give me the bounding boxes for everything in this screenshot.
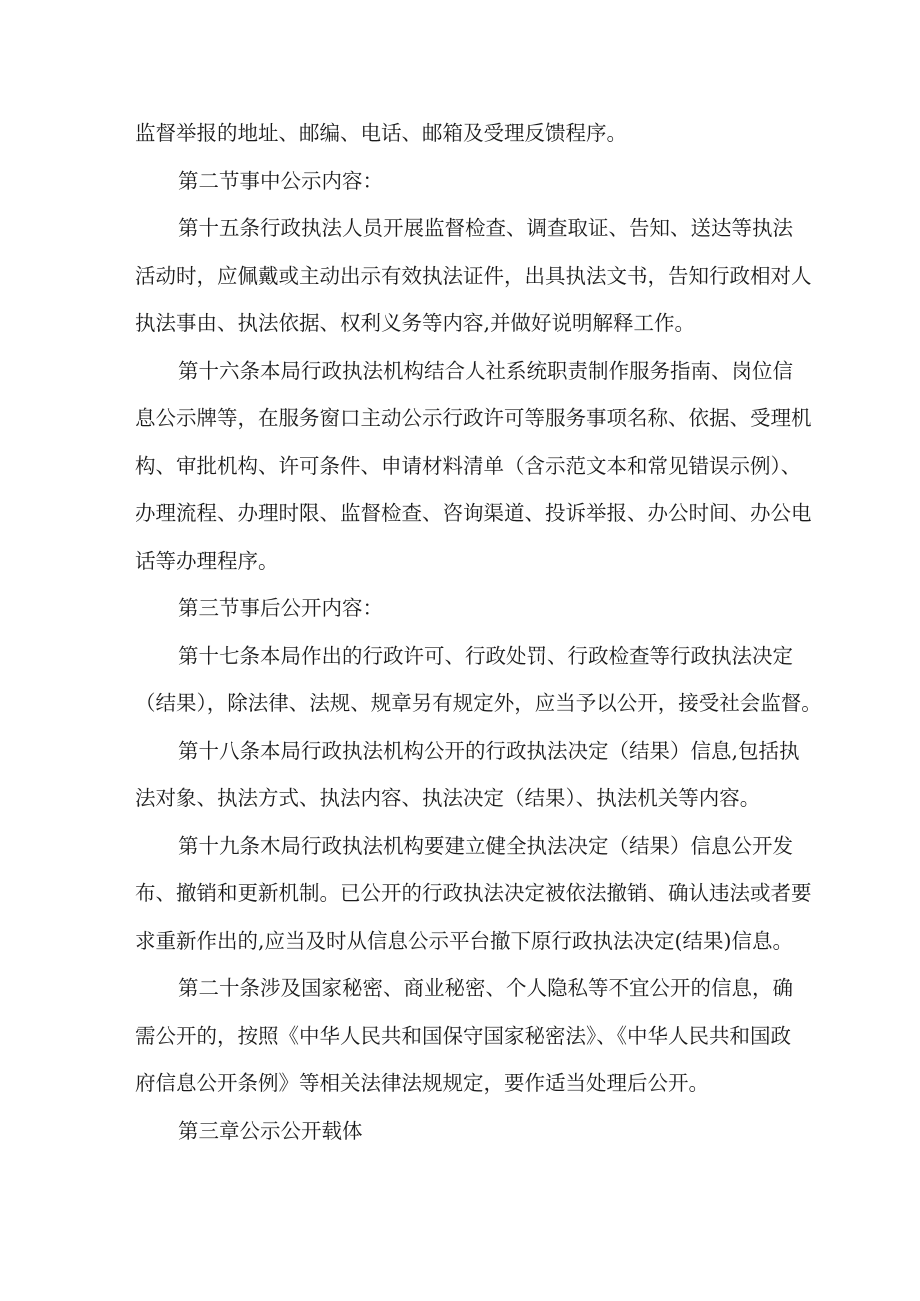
text-line: （结果），除法律、法规、规章另有规定外，应当予以公开，接受社会监督。 [135, 691, 822, 715]
text-line: 需公开的，按照《中华人民共和国保守国家秘密法》、《中华人民共和国政 [135, 1023, 791, 1048]
chapter-heading: 第三章公示公开载体 [178, 1118, 363, 1143]
text-line: 法对象、执法方式、执法内容、执法决定（结果）、执法机关等内容。 [135, 786, 761, 810]
text-line: 第十七条本局作出的行政许可、行政处罚、行政检查等行政执法决定 [178, 643, 793, 668]
text-line: 求重新作出的,应当及时从信息公示平台撤下原行政执法决定(结果)信息。 [135, 928, 794, 953]
text-line: 第十九条木局行政执法机构要建立健全执法决定（结果）信息公开发 [178, 833, 793, 858]
text-line: 第十五条行政执法人员开展监督检查、调查取证、告知、送达等执法 [178, 216, 793, 240]
document-body [135, 110, 822, 1155]
text-line: 执法事由、执法依据、权利义务等内容,并做好说明解释工作。 [135, 311, 696, 335]
text-line: 第十八条本局行政执法机构公开的行政执法决定（结果）信息,包括执 [178, 738, 800, 763]
text-line: 活动时，应佩戴或主动出示有效执法证件，出具执法文书，告知行政相对人 [135, 263, 812, 288]
text-line: 话等办理程序。 [135, 548, 279, 573]
text-line: 构、审批机构、许可条件、申请材料清单（含示范文本和常见错误示例）、 [135, 453, 802, 478]
text-line: 府信息公开条例》等相关法律法规规定，要作适当处理后公开。 [135, 1071, 709, 1095]
text-line: 办理流程、办理时限、监督检查、咨询渠道、投诉举报、办公时间、办公电 [135, 501, 812, 525]
text-line: 息公示牌等，在服务窗口主动公示行政许可等服务事项名称、依据、受理机 [135, 406, 812, 430]
section-heading: 第三节事后公开内容： [178, 596, 383, 620]
text-line: 第二十条涉及国家秘密、商业秘密、个人隐私等不宜公开的信息，确 [178, 976, 793, 1000]
text-line: 布、撤销和更新机制。已公开的行政执法决定被依法撤销、确认违法或者要 [135, 881, 812, 905]
text-line: 第十六条本局行政执法机构结合人社系统职责制作服务指南、岗位信 [178, 358, 793, 383]
section-heading: 第二节事中公示内容： [178, 168, 383, 193]
text-line: 监督举报的地址、邮编、电话、邮箱及受理反馈程序。 [135, 121, 627, 145]
